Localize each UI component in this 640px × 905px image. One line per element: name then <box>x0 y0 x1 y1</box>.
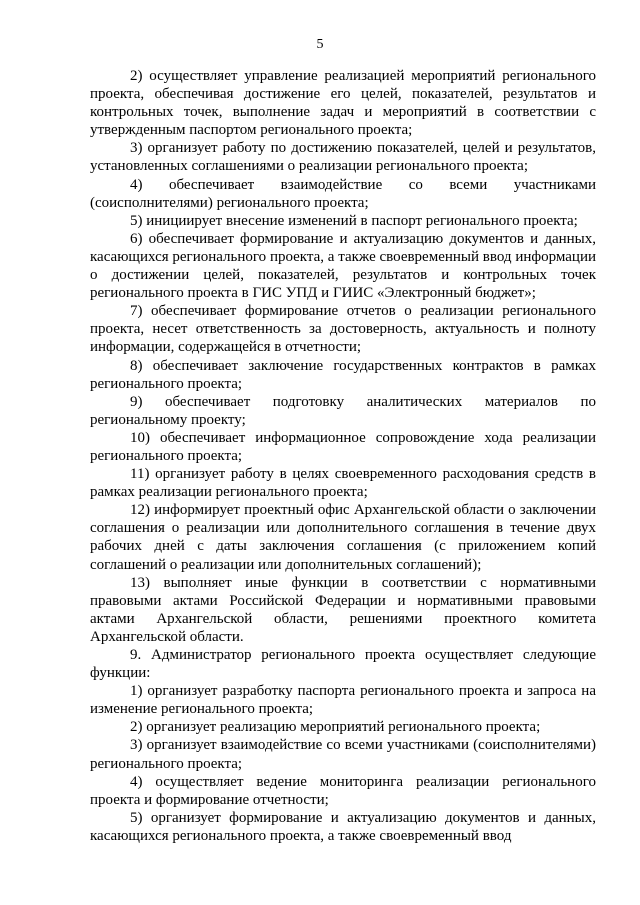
page-number: 5 <box>316 37 324 52</box>
document-body <box>90 67 596 845</box>
paragraph: 10) обеспечивает информационное сопровождение хода реализации регионального проекта; <box>90 429 596 464</box>
paragraph: 4) обеспечивает взаимодействие со всеми участниками (соисполнителями) регионального проекта; <box>90 176 596 211</box>
paragraph: 3) организует работу по достижению показателей, целей и результатов, установленных соглашениями о реализации регионального проекта; <box>90 140 596 175</box>
paragraph: 3) организует взаимодействие со всеми участниками (соисполнителями) регионального проекта; <box>90 737 596 772</box>
paragraph: 7) обеспечивает формирование отчетов о реализации регионального проекта, несет ответственность за достоверность, актуальность и полноту информации, содержащейся в отчетности; <box>90 303 596 356</box>
paragraph: 4) осуществляет ведение мониторинга реализации регионального проекта и формирование отчетности; <box>90 773 596 808</box>
paragraph: 2) организует реализацию мероприятий регионального проекта; <box>130 719 541 736</box>
paragraph: 8) обеспечивает заключение государственных контрактов в рамках регионального проекта; <box>90 357 596 392</box>
paragraph: 9) обеспечивает подготовку аналитических материалов по региональному проекту; <box>90 393 596 428</box>
paragraph: 11) организует работу в целях своевременного расходования средств в рамках реализации регионального проекта; <box>90 466 596 501</box>
paragraph: 13) выполняет иные функции в соответствии с нормативными правовыми актами Российской Федерации и нормативными правовыми актами Архангельской области, решениями проектного комитета Архангельской области. <box>90 574 596 645</box>
paragraph: 5) организует формирование и актуализацию документов и данных, касающихся регионального проекта, а также своевременный ввод <box>90 809 596 844</box>
paragraph: 12) информирует проектный офис Архангельской области о заключении соглашения о реализации или дополнительного соглашения в течение двух рабочих дней с даты заключения соглашения (с приложением копий соглашений о реализации или дополнительных соглашений); <box>90 502 596 573</box>
paragraph: 2) осуществляет управление реализацией мероприятий регионального проекта, обеспечивая достижение его целей, показателей, результатов и контрольных точек, выполнение задач и мероприятий в соответствии с утвержденным паспортом регионального проекта; <box>90 68 596 139</box>
paragraph: 6) обеспечивает формирование и актуализацию документов и данных, касающихся регионального проекта, а также своевременный ввод информации о достижении целей, показателей, результатов и контрольных точек регионального проекта в ГИС УПД и ГИИС «Электронный бюджет»; <box>90 230 596 302</box>
section-heading: 9. Администратор регионального проекта осуществляет следующие функции: <box>90 647 596 682</box>
paragraph: 1) организует разработку паспорта регионального проекта и запроса на изменение регионального проекта; <box>90 683 596 718</box>
paragraph: 5) инициирует внесение изменений в паспорт регионального проекта; <box>130 212 578 229</box>
